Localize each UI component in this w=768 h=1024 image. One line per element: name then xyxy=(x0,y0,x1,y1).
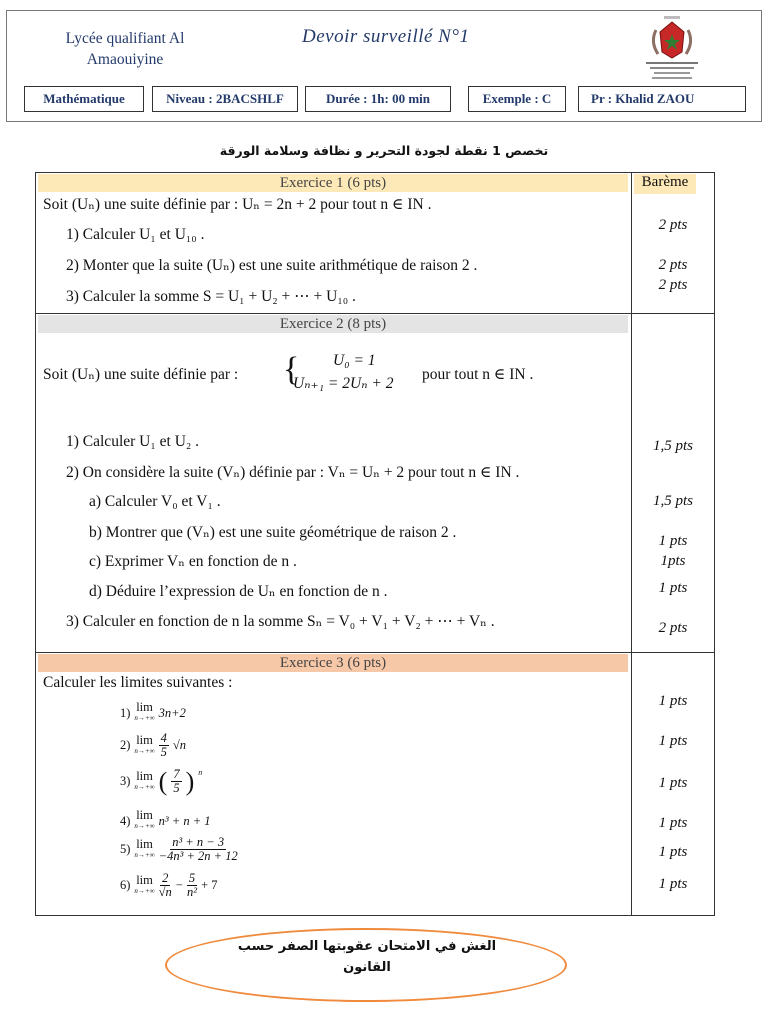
exercise-1-title: Exercice 1 (6 pts) xyxy=(38,174,628,192)
limit-1: 1) lim n→+∞ 3n+2 xyxy=(120,700,186,722)
exercise-2-q2: 2) On considère la suite (Vₙ) définie par : Vₙ = Uₙ + 2 pour tout n ∈ IN . xyxy=(66,464,520,481)
subject-box: Mathématique xyxy=(24,86,144,112)
exercise-table xyxy=(35,172,715,916)
row-divider xyxy=(35,652,715,653)
exercise-2-qa: a) Calculer V₀ et V₁ . xyxy=(89,493,221,510)
points: 1 pts xyxy=(658,733,688,749)
limit-5: 5) lim n→+∞ $\frac{\text{n³ + n − 3}}{\text{−4n³ + 2n + 12}}$ xyxy=(120,835,238,863)
bonus-note: تخصص 1 نقطة لجودة التحرير و نظافة وسلامة الورقة xyxy=(219,143,549,158)
cheating-warning: الغش في الامتحان عقوبتها الصفر حسب القانون xyxy=(237,939,497,975)
exercise-1-q3: 3) Calculer la somme S = U₁ + U₂ + ⋯ + U₁₀ . xyxy=(66,288,356,305)
points: 2 pts xyxy=(658,277,688,293)
system-brace: { xyxy=(283,351,300,388)
variant-box: Exemple : C xyxy=(468,86,566,112)
exercise-2-title: Exercice 2 (8 pts) xyxy=(38,315,628,333)
exercise-2-intro: Soit (Uₙ) une suite définie par : xyxy=(43,366,239,383)
points: 1 pts xyxy=(658,844,688,860)
exercise-2-q3: 3) Calculer en fonction de n la somme Sₙ = V₀ + V₁ + V₂ + ⋯ + Vₙ . xyxy=(66,613,495,630)
level-box: Niveau : 2BACSHLF xyxy=(152,86,298,112)
limit-6: 6) lim n→+∞ $\frac{2}{√n}$ − $\frac{5}{\text{n²}}$ + 7 xyxy=(120,871,218,899)
limit-3: 3) lim n→+∞ ( $\frac{7}{5}$ ) $^n$ xyxy=(120,766,203,796)
exercise-3-intro: Calculer les limites suivantes : xyxy=(43,674,233,691)
system-line-2: Uₙ₊₁ = 2Uₙ + 2 xyxy=(293,375,394,392)
duration-box: Durée : 1h: 00 min xyxy=(305,86,451,112)
exercise-1-intro: Soit (Uₙ) une suite définie par : Uₙ = 2n + 2 pour tout n ∈ IN . xyxy=(43,196,432,213)
points: 1 pts xyxy=(658,775,688,791)
limit-2: 2) lim n→+∞ $\frac{4}{5}$ √n xyxy=(120,731,187,759)
bareme-header: Barème xyxy=(634,174,696,194)
exercise-2-qc: c) Exprimer Vₙ en fonction de n . xyxy=(89,553,297,570)
points: 1pts xyxy=(660,553,686,569)
exercise-3-title: Exercice 3 (6 pts) xyxy=(38,654,628,672)
exercise-1-q1: 1) Calculer U₁ et U₁₀ . xyxy=(66,226,205,243)
school-name: Lycée qualifiant Al Amaouiyine xyxy=(65,30,185,68)
points: 2 pts xyxy=(658,217,688,233)
exam-title: Devoir surveillé N°1 xyxy=(302,26,470,47)
points: 1,5 pts xyxy=(652,438,693,454)
teacher-box: Pr : Khalid ZAOU xyxy=(578,86,746,112)
points: 1 pts xyxy=(658,580,688,596)
bareme-divider xyxy=(631,172,632,916)
points: 1 pts xyxy=(658,693,688,709)
exercise-2-q1: 1) Calculer U₁ et U₂ . xyxy=(66,433,200,450)
points: 1 pts xyxy=(658,533,688,549)
points: 2 pts xyxy=(658,620,688,636)
emblem-icon xyxy=(632,14,712,86)
exercise-2-intro-end: pour tout n ∈ IN . xyxy=(422,366,534,383)
points: 1 pts xyxy=(658,815,688,831)
points: 2 pts xyxy=(658,257,688,273)
limit-4: 4) lim n→+∞ n³ + n + 1 xyxy=(120,808,211,830)
exercise-2-qb: b) Montrer que (Vₙ) est une suite géométrique de raison 2 . xyxy=(89,524,457,541)
points: 1,5 pts xyxy=(652,493,693,509)
row-divider xyxy=(35,313,715,314)
points: 1 pts xyxy=(658,876,688,892)
exercise-2-qd: d) Déduire l’expression de Uₙ en fonction de n . xyxy=(89,583,388,600)
system-line-1: U₀ = 1 xyxy=(333,352,376,369)
exercise-1-q2: 2) Monter que la suite (Uₙ) est une suite arithmétique de raison 2 . xyxy=(66,257,478,274)
